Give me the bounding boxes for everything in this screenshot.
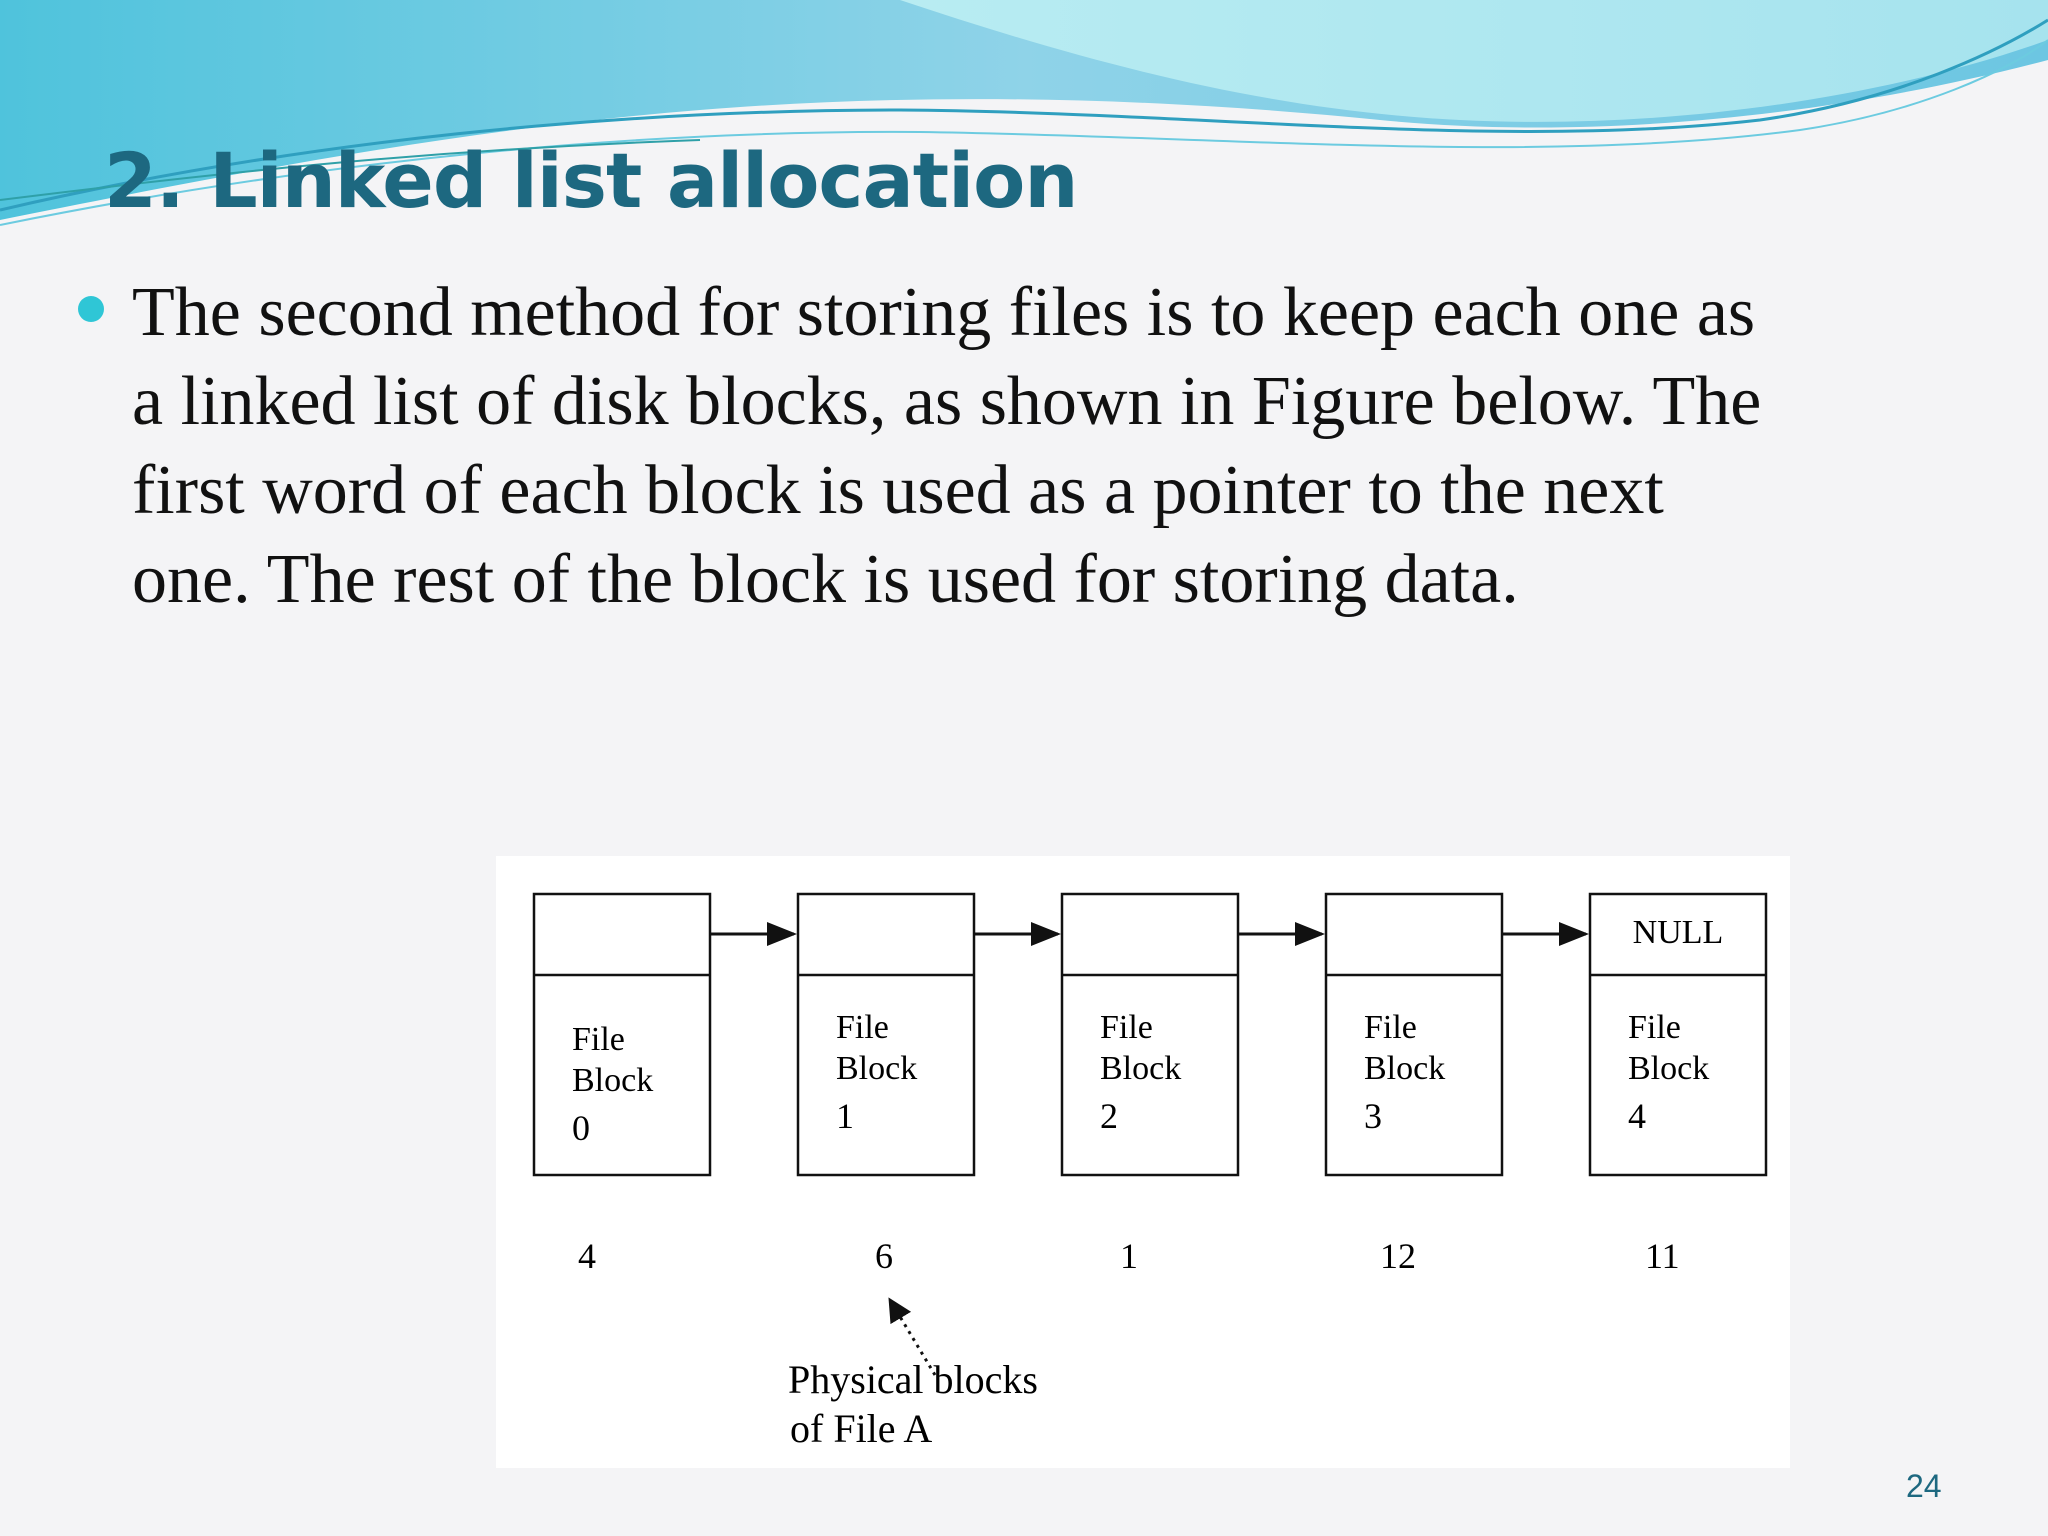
physical-block-number: 1: [1120, 1236, 1138, 1276]
file-block-2: [1062, 894, 1238, 1276]
block-label-file: File: [1364, 1009, 1417, 1046]
bullet-line-2: a linked list of disk blocks, as shown in Figure below. The: [132, 363, 1762, 440]
block-label-block: Block: [1628, 1050, 1710, 1087]
block-label-block: Block: [1100, 1050, 1182, 1087]
file-block-4: [1590, 894, 1766, 1276]
file-block-0: [534, 894, 710, 1276]
block-index: 4: [1628, 1096, 1646, 1136]
block-label-file: File: [1100, 1009, 1153, 1046]
block-label-block: Block: [1364, 1050, 1446, 1087]
file-block-3: [1326, 894, 1502, 1276]
block-index: 1: [836, 1096, 854, 1136]
bullet-line-3: first word of each block is used as a pointer to the next: [132, 452, 1664, 529]
annotation-line-1: Physical blocks: [788, 1357, 1038, 1402]
file-block-1: [798, 894, 974, 1276]
block-label-file: File: [572, 1021, 625, 1058]
block-index: 3: [1364, 1096, 1382, 1136]
block-index: 2: [1100, 1096, 1118, 1136]
bullet-line-4: one. The rest of the block is used for storing data.: [132, 541, 1519, 618]
physical-block-number: 12: [1380, 1236, 1416, 1276]
physical-block-number: 11: [1645, 1236, 1680, 1276]
pointer-field-text: NULL: [1632, 914, 1724, 951]
bullet-line-1: The second method for storing files is to keep each one as: [132, 274, 1756, 351]
physical-block-number: 6: [875, 1236, 893, 1276]
block-label-file: File: [1628, 1009, 1681, 1046]
slide-title: 2. Linked list allocation: [104, 136, 1078, 225]
block-label-block: Block: [836, 1050, 918, 1087]
block-index: 0: [572, 1108, 590, 1148]
block-label-file: File: [836, 1009, 889, 1046]
block-label-block: Block: [572, 1062, 654, 1099]
annotation-line-2: of File A: [790, 1406, 933, 1451]
page-number: 24: [1906, 1468, 1942, 1504]
physical-block-number: 4: [578, 1236, 596, 1276]
